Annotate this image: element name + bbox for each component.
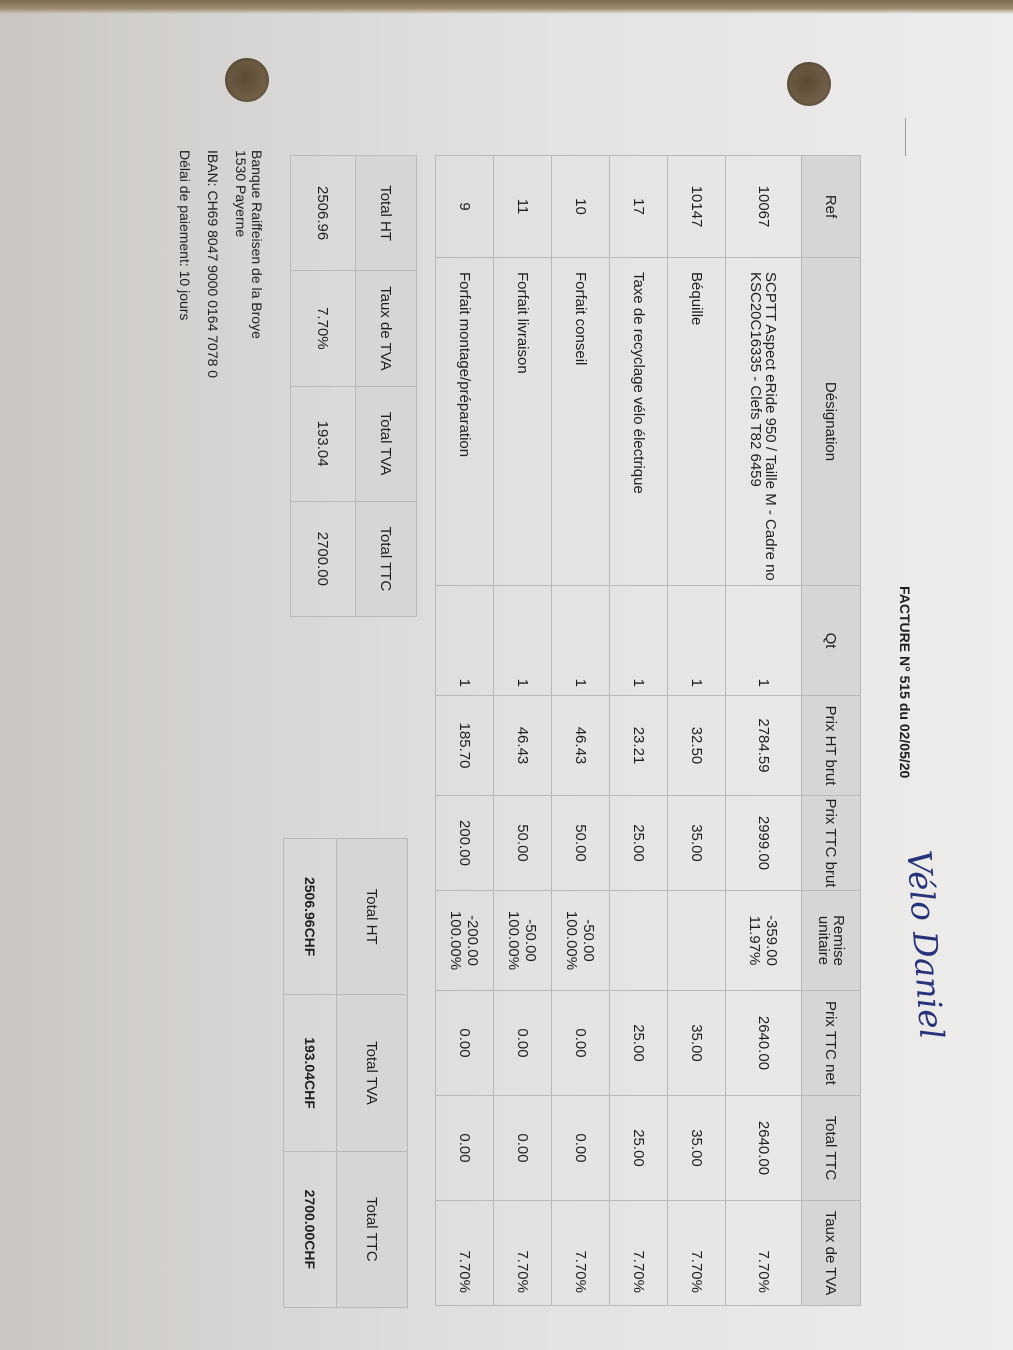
grand-totals-table — [283, 838, 408, 1308]
cell-qt: 1 — [610, 586, 668, 696]
cell-prix-ht-brut: 23.21 — [610, 696, 668, 796]
cell-total-ttc: 2700.00CHF — [284, 1151, 337, 1307]
cell-prix-ht-brut: 32.50 — [668, 696, 726, 796]
cell-prix-ttc-net: 35.00 — [668, 991, 726, 1096]
header-prix-ttc-brut: Prix TTC brut — [802, 796, 861, 891]
cell-designation: Forfait conseil — [552, 258, 610, 586]
table-row — [726, 156, 802, 1306]
header-designation: Désignation — [802, 258, 861, 586]
cell-taux-tva: 7.70% — [494, 1201, 552, 1306]
cell-remise — [494, 891, 552, 991]
cell-ref: 10 — [552, 156, 610, 258]
cell-total-ttc: 2640.00 — [726, 1096, 802, 1201]
cell-qt: 1 — [436, 586, 494, 696]
cell-remise — [726, 891, 802, 991]
cell-total-ttc: 25.00 — [610, 1096, 668, 1201]
header-total-ttc: Total TTC — [802, 1096, 861, 1201]
invoice-title: FACTURE N° 515 du 02/05/20 — [897, 586, 913, 779]
remise-amount: -50.00 — [580, 919, 598, 962]
cell-prix-ttc-net: 0.00 — [494, 991, 552, 1096]
cell-prix-ttc-brut: 25.00 — [610, 796, 668, 891]
line-items-table — [435, 155, 861, 1306]
header-remise-unitaire: Remise unitaire — [802, 891, 861, 991]
cell-qt: 1 — [668, 586, 726, 696]
header-ref: Ref — [802, 156, 861, 258]
header-total-ht: Total HT — [356, 156, 417, 271]
cell-designation: Taxe de recyclage vélo électrique — [610, 258, 668, 586]
cell-prix-ttc-net: 2640.00 — [726, 991, 802, 1096]
cell-remise — [552, 891, 610, 991]
cell-prix-ht-brut: 2784.59 — [726, 696, 802, 796]
header-total-tva: Total TVA — [356, 386, 417, 501]
header-prix-ht-brut: Prix HT brut — [802, 696, 861, 796]
cell-total-tva: 193.04 — [291, 386, 356, 501]
cell-total-ht: 2506.96CHF — [284, 839, 337, 995]
cell-prix-ht-brut: 185.70 — [436, 696, 494, 796]
header-total-ttc: Total TTC — [337, 1151, 408, 1307]
cell-prix-ht-brut: 46.43 — [494, 696, 552, 796]
cell-prix-ht-brut: 46.43 — [552, 696, 610, 796]
table-row — [668, 156, 726, 1306]
remise-amount: -359.00 — [763, 915, 781, 966]
cell-taux-tva: 7.70% — [726, 1201, 802, 1306]
remise-percent: 100.00% — [447, 910, 465, 971]
table-row — [494, 156, 552, 1306]
cell-prix-ttc-net: 0.00 — [552, 991, 610, 1096]
cell-remise — [436, 891, 494, 991]
header-taux-tva: Taux de TVA — [802, 1201, 861, 1306]
cell-prix-ttc-brut: 200.00 — [436, 796, 494, 891]
bank-iban: IBAN: CH69 8047 9000 0164 7078 0 — [205, 150, 221, 379]
cell-designation: Forfait montage/préparation — [436, 258, 494, 586]
payment-terms: Délai de paiement: 10 jours — [177, 150, 193, 321]
handwritten-signature: Vélo Daniel — [899, 848, 952, 1041]
table-row — [436, 156, 494, 1306]
remise-amount: -200.00 — [464, 915, 482, 966]
cell-prix-ttc-net: 0.00 — [436, 991, 494, 1096]
cell-designation: Forfait livraison — [494, 258, 552, 586]
cell-total-ht: 2506.96 — [291, 156, 356, 271]
remise-percent: 100.00% — [563, 910, 581, 971]
bank-details — [177, 150, 265, 378]
header-taux-tva: Taux de TVA — [356, 271, 417, 386]
cell-qt: 1 — [494, 586, 552, 696]
remise-percent: 11.97% — [746, 915, 764, 966]
cell-total-ttc: 0.00 — [436, 1096, 494, 1201]
cell-remise — [610, 891, 668, 991]
cell-taux-tva: 7.70% — [552, 1201, 610, 1306]
vat-summary-table — [290, 155, 417, 617]
header-total-ttc: Total TTC — [356, 501, 417, 616]
remise-percent: 100.00% — [505, 910, 523, 971]
header-total-ht: Total HT — [337, 839, 408, 995]
items-header-row — [802, 156, 861, 1306]
grand-totals-row — [284, 839, 337, 1308]
header-prix-ttc-net: Prix TTC net — [802, 991, 861, 1096]
header-total-tva: Total TVA — [337, 995, 408, 1151]
cell-ref: 11 — [494, 156, 552, 258]
cell-ref: 9 — [436, 156, 494, 258]
cell-total-ttc: 35.00 — [668, 1096, 726, 1201]
grand-totals-header-row — [337, 839, 408, 1308]
cell-prix-ttc-brut: 2999.00 — [726, 796, 802, 891]
cell-ref: 17 — [610, 156, 668, 258]
cell-taux-tva: 7.70% — [291, 271, 356, 386]
cell-ref: 10067 — [726, 156, 802, 258]
table-row — [610, 156, 668, 1306]
cell-qt: 1 — [552, 586, 610, 696]
cell-qt: 1 — [726, 586, 802, 696]
cell-total-ttc: 2700.00 — [291, 501, 356, 616]
bank-name: Banque Raiffeisen de la Broye — [249, 150, 265, 339]
vat-summary-row — [291, 156, 356, 617]
cell-total-ttc: 0.00 — [494, 1096, 552, 1201]
cell-remise — [668, 891, 726, 991]
cell-designation: Béquille — [668, 258, 726, 586]
remise-amount: -50.00 — [522, 919, 540, 962]
cell-prix-ttc-net: 25.00 — [610, 991, 668, 1096]
cell-taux-tva: 7.70% — [436, 1201, 494, 1306]
cell-total-tva: 193.04CHF — [284, 995, 337, 1151]
cell-prix-ttc-brut: 50.00 — [552, 796, 610, 891]
vat-summary-header-row — [356, 156, 417, 617]
cell-taux-tva: 7.70% — [610, 1201, 668, 1306]
table-row — [552, 156, 610, 1306]
cell-taux-tva: 7.70% — [668, 1201, 726, 1306]
cell-ref: 10147 — [668, 156, 726, 258]
cell-total-ttc: 0.00 — [552, 1096, 610, 1201]
cell-prix-ttc-brut: 50.00 — [494, 796, 552, 891]
cell-prix-ttc-brut: 35.00 — [668, 796, 726, 891]
header-qt: Qt — [802, 586, 861, 696]
cell-designation: SCPTT Aspect eRide 950 / Taille M - Cadre no KSC20C16335 - Clefs T82 6459 — [726, 258, 802, 586]
bank-city: 1530 Payerne — [233, 150, 249, 238]
